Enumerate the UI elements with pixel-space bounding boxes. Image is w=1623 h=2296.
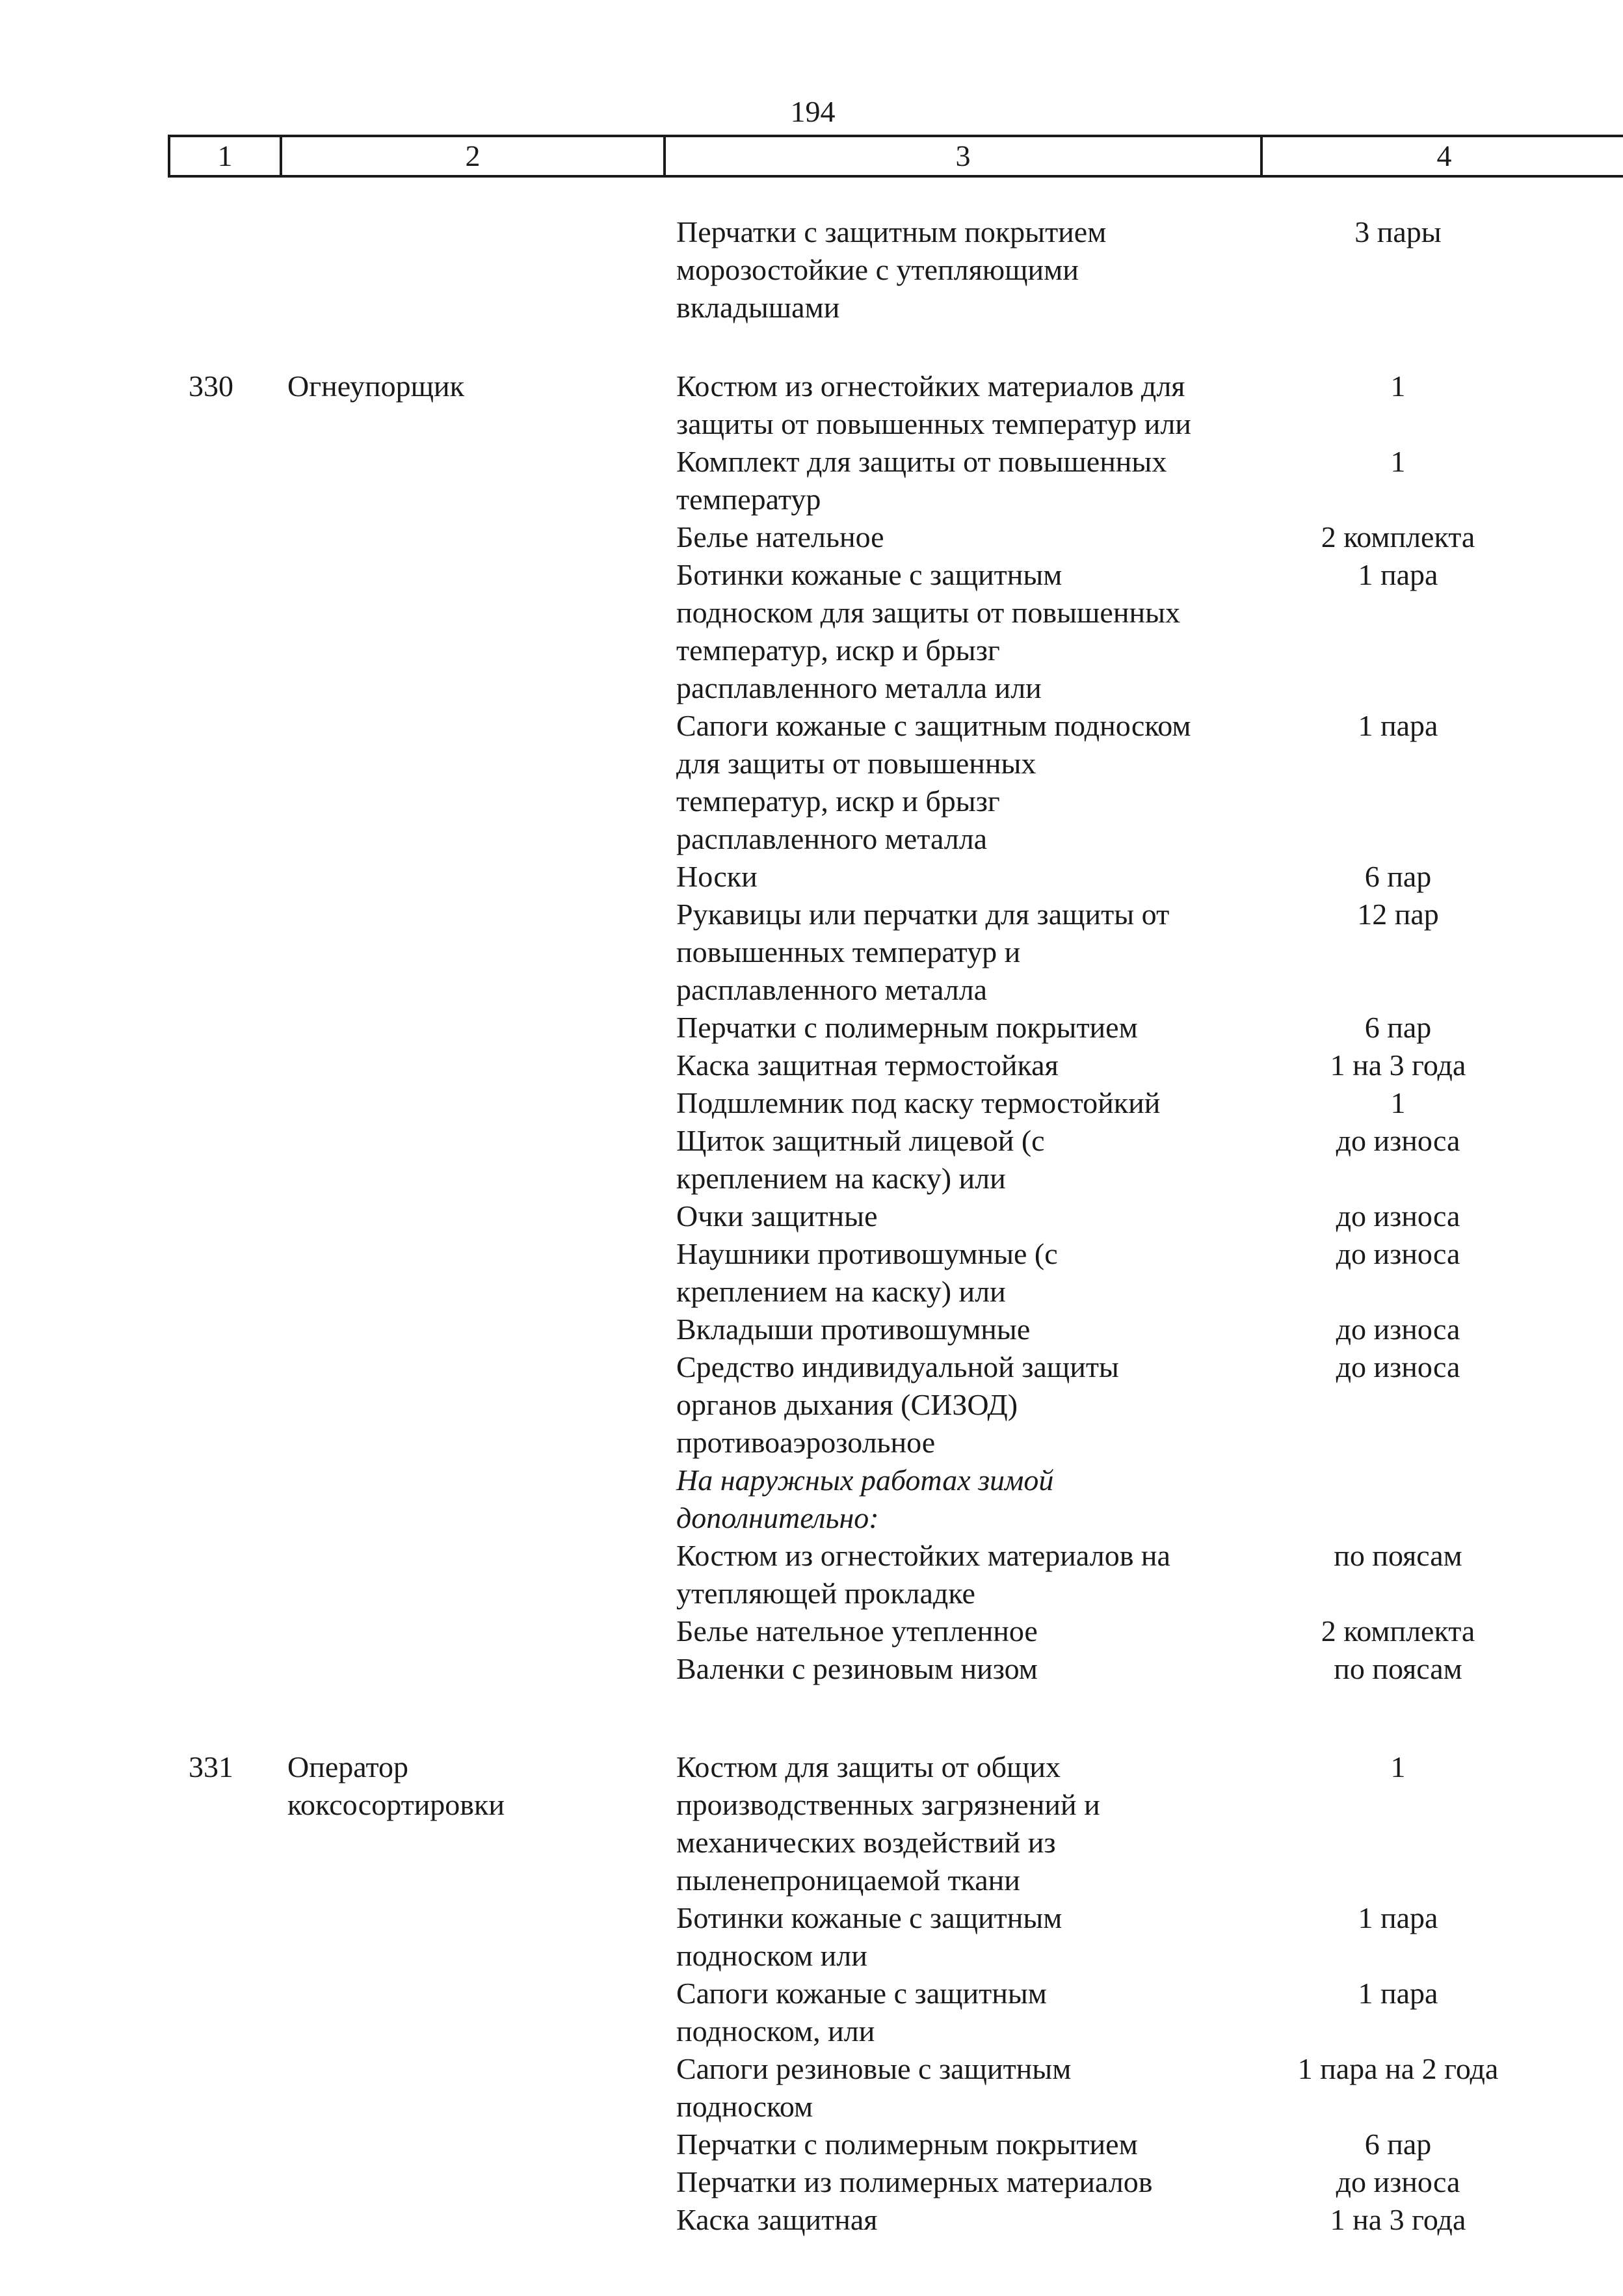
ppe-item-quantity: до износа [1336, 2165, 1460, 2198]
column-header-3: 3 [666, 137, 1263, 175]
ppe-item-name: температур [676, 483, 821, 516]
ppe-item-name: температур, искр и брызг [676, 634, 1000, 667]
ppe-item-name: креплением на каску) или [676, 1275, 1006, 1308]
ppe-item-name: Костюм из огнестойких материалов для [676, 369, 1185, 403]
ppe-item-name: Очки защитные [676, 1199, 878, 1233]
ppe-item-name: Перчатки с защитным покрытием [676, 215, 1107, 248]
ppe-item-quantity: до износа [1336, 1199, 1460, 1233]
ppe-item-name: креплением на каску) или [676, 1162, 1006, 1195]
ppe-item-quantity: 1 пара [1358, 558, 1438, 591]
ppe-item-quantity: 2 комплекта [1321, 520, 1475, 554]
column-header-1: 1 [170, 137, 282, 175]
ppe-item-quantity: до износа [1336, 1237, 1460, 1270]
ppe-item-quantity: 1 пара на 2 года [1297, 2052, 1499, 2085]
ppe-item-name: подноском [676, 2090, 813, 2123]
ppe-item-name: Носки [676, 860, 758, 893]
ppe-item-name: защиты от повышенных температур или [676, 407, 1191, 440]
ppe-item-quantity: по поясам [1334, 1652, 1462, 1685]
ppe-item-quantity: 1 на 3 года [1330, 1048, 1466, 1082]
column-header-row [168, 135, 1623, 178]
ppe-item-name: Сапоги резиновые с защитным [676, 2052, 1072, 2085]
ppe-item-name: Щиток защитный лицевой (с [676, 1124, 1045, 1157]
ppe-item-name: противоаэрозольное [676, 1426, 936, 1459]
ppe-item-name: температур, искр и брызг [676, 784, 1000, 818]
ppe-item-quantity: 2 комплекта [1321, 1614, 1475, 1648]
page-number: 194 [790, 95, 836, 128]
ppe-item-name: повышенных температур и [676, 935, 1021, 968]
ppe-item-name: Подшлемник под каску термостойкий [676, 1086, 1161, 1119]
ppe-item-name: Ботинки кожаные с защитным [676, 558, 1062, 591]
ppe-item-quantity: по поясам [1334, 1539, 1462, 1572]
ppe-item-quantity: 1 на 3 года [1330, 2203, 1466, 2236]
ppe-item-quantity: 12 пар [1357, 898, 1439, 931]
ppe-item-name: производственных загрязнений и [676, 1788, 1100, 1821]
row-number: 331 [189, 1750, 233, 1783]
ppe-item-quantity: 1 [1390, 1750, 1406, 1783]
ppe-item-name: Валенки с резиновым низом [676, 1652, 1038, 1685]
ppe-item-name: расплавленного металла [676, 822, 988, 855]
ppe-item-quantity: 6 пар [1364, 1011, 1432, 1044]
ppe-item-name: пыленепроницаемой ткани [676, 1863, 1020, 1897]
ppe-item-name: Ботинки кожаные с защитным [676, 1901, 1062, 1934]
ppe-item-quantity: 3 пары [1354, 215, 1442, 248]
ppe-item-name: Сапоги кожаные с защитным [676, 1977, 1047, 2010]
ppe-item-name: морозостойкие с утепляющими [676, 253, 1079, 286]
ppe-item-quantity: 1 пара [1358, 1901, 1438, 1934]
profession-name: Огнеупорщик [287, 369, 464, 403]
ppe-item-name: Вкладыши противошумные [676, 1313, 1031, 1346]
profession-name: Оператор [287, 1750, 408, 1783]
ppe-item-name: Белье нательное [676, 520, 884, 554]
ppe-item-quantity: до износа [1336, 1313, 1460, 1346]
ppe-item-quantity: 1 [1390, 369, 1406, 403]
ppe-item-name: Белье нательное утепленное [676, 1614, 1038, 1648]
ppe-item-name: подноском, или [676, 2014, 875, 2048]
ppe-item-quantity: 6 пар [1364, 2128, 1432, 2161]
profession-name: коксосортировки [287, 1788, 505, 1821]
column-header-2: 2 [282, 137, 666, 175]
ppe-item-name: Сапоги кожаные с защитным подноском [676, 709, 1191, 742]
ppe-item-quantity: до износа [1336, 1350, 1460, 1383]
ppe-item-name: Каска защитная термостойкая [676, 1048, 1059, 1082]
ppe-item-name: утепляющей прокладке [676, 1577, 975, 1610]
ppe-item-name: подноском или [676, 1939, 867, 1972]
row-number: 330 [189, 369, 233, 403]
ppe-item-name: механических воздействий из [676, 1826, 1056, 1859]
ppe-item-name: Костюм для защиты от общих [676, 1750, 1061, 1783]
ppe-item-quantity: 1 [1390, 445, 1406, 478]
column-header-4: 4 [1436, 139, 1452, 172]
ppe-item-name: органов дыхания (СИЗОД) [676, 1388, 1018, 1421]
ppe-item-name: подноском для защиты от повышенных [676, 596, 1180, 629]
ppe-item-quantity: до износа [1336, 1124, 1460, 1157]
ppe-item-name: Перчатки из полимерных материалов [676, 2165, 1153, 2198]
ppe-item-name: Перчатки с полимерным покрытием [676, 2128, 1138, 2161]
ppe-item-name: для защиты от повышенных [676, 747, 1036, 780]
ppe-item-name: Комплект для защиты от повышенных [676, 445, 1167, 478]
ppe-item-quantity: 1 [1390, 1086, 1406, 1119]
section-note: На наружных работах зимой [676, 1463, 1054, 1497]
ppe-item-name: Наушники противошумные (с [676, 1237, 1058, 1270]
ppe-item-name: Средство индивидуальной защиты [676, 1350, 1119, 1383]
ppe-item-name: Рукавицы или перчатки для защиты от [676, 898, 1170, 931]
ppe-item-quantity: 1 пара [1358, 1977, 1438, 2010]
ppe-item-name: расплавленного металла или [676, 671, 1042, 704]
ppe-item-name: Костюм из огнестойких материалов на [676, 1539, 1170, 1572]
ppe-item-name: вкладышами [676, 291, 840, 324]
ppe-item-name: Перчатки с полимерным покрытием [676, 1011, 1138, 1044]
ppe-item-quantity: 6 пар [1364, 860, 1432, 893]
ppe-item-name: Каска защитная [676, 2203, 878, 2236]
ppe-item-name: расплавленного металла [676, 973, 988, 1006]
ppe-item-quantity: 1 пара [1358, 709, 1438, 742]
section-note: дополнительно: [676, 1501, 879, 1534]
